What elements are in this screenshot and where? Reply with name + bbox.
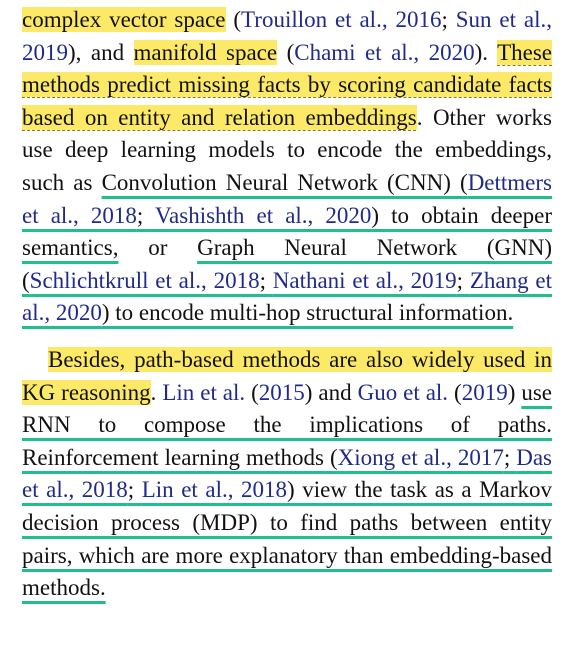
citation-link[interactable]: Das et al., 2018 [22,444,552,503]
underlined-text: ) view the task as a Markov decision process (MDP) to find paths between entity pairs, which are more explanatory than embedding-based methods. [22,477,552,601]
paragraph-1 [22,4,552,330]
document-page [22,4,552,605]
citation-link[interactable]: Dettmers et al., 2018 [22,169,552,228]
highlighted-text: These methods predict missing facts by scoring candidate facts based on entity and relation embeddings [22,39,552,130]
text-run: ) and [304,379,358,405]
highlighted-text: Besides, path-based methods are also widely used in KG reasoning [22,346,552,405]
underlined-text: ) to obtain deeper semantics, [22,202,553,261]
paragraph-2 [22,344,552,605]
underlined-text: use RNN to compose the implications of paths. [22,379,552,438]
citation-link[interactable]: Schlichtkrull et al., 2018 [29,267,260,293]
citation-link[interactable]: Lin et al., 2018 [141,477,288,503]
highlighted-text: complex vector space [22,7,226,32]
underlined-text: Reinforcement learning methods ( [22,444,338,470]
text-run: ( [277,39,295,65]
text-run: ; [441,7,456,32]
citation-link[interactable]: Xiong et al., 2017 [337,444,504,470]
citation-link[interactable]: Zhang et al., 2020 [22,267,552,326]
highlighted-text: manifold space [133,39,278,65]
citation-link[interactable]: Trouillon et al., 2016 [241,7,442,32]
text-run: ( [448,379,462,405]
underlined-text: Convolution Neural Network (CNN) ( [101,169,468,195]
citation-link[interactable]: Sun et al., 2019 [22,7,552,65]
underlined-text: ; [456,267,470,293]
text-run: ). [474,39,498,65]
citation-link[interactable]: Vashishth et al., 2020 [154,202,372,228]
text-run: ), and [68,39,134,65]
underlined-text: ; [136,202,155,228]
citation-link[interactable]: Lin et al. [162,379,246,405]
underlined-text: ; [503,444,517,470]
underlined-text: Graph Neural Network (GNN) ( [22,235,552,293]
underlined-text: ) to encode multi-hop structural information. [101,300,514,326]
text-run: or [118,235,198,261]
underlined-text: ; [259,267,273,293]
text-run: ( [245,379,259,405]
text-run: ) [507,379,522,405]
citation-link[interactable]: Chami et al., 2020 [294,39,475,65]
citation-link[interactable]: Guo et al. [357,379,449,405]
citation-link[interactable]: 2019 [461,379,508,405]
text-run: . Other works use deep learning models to encode the embeddings, such as [22,104,552,195]
underlined-text: ; [127,477,142,503]
text-run: ( [225,7,242,32]
citation-link[interactable]: Nathani et al., 2019 [272,267,457,293]
citation-link[interactable]: 2015 [258,379,305,405]
text-run: . [150,379,163,405]
